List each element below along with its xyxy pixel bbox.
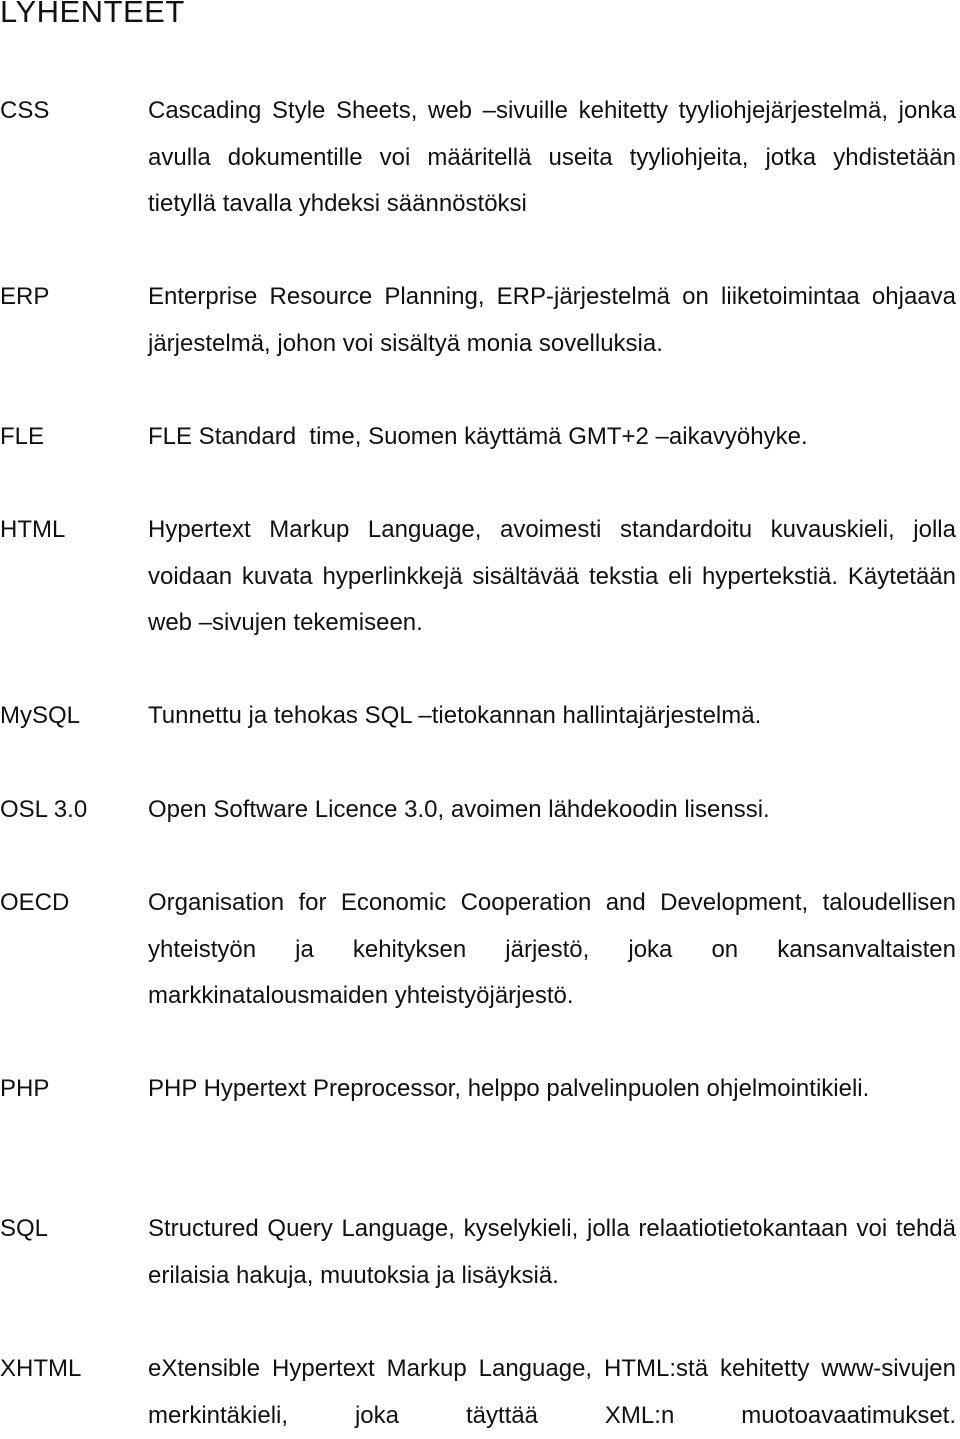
definition: Tunnettu ja tehokas SQL –tietokannan hallintajärjestelmä.: [148, 702, 762, 729]
definition: Structured Query Language, kyselykieli, jolla relaatiotietokantaan voi tehdä erilaisia hakuja, muutoksia ja lisäyksiä.: [148, 1215, 956, 1289]
term: OSL 3.0: [0, 796, 88, 823]
definition: eXtensible Hypertext Markup Language, HTML:stä kehitetty www-sivujen merkintäkieli, joka täyttää XML:n muotoavaatimukset.: [148, 1355, 956, 1429]
term: ERP: [0, 283, 50, 310]
term: HTML: [0, 516, 66, 543]
definition: Enterprise Resource Planning, ERP-järjestelmä on liiketoimintaa ohjaava järjestelmä, johon voi sisältyä monia sovelluksia.: [148, 283, 956, 357]
term: CSS: [0, 97, 50, 124]
definition: Cascading Style Sheets, web –sivuille kehitetty tyyliohjejärjestelmä, jonka avulla dokumentille voi määritellä useita tyyliohjeita, jotka yhdistetään tietyllä tavalla yhdeksi säännöstöksi: [148, 97, 956, 217]
definition: PHP Hypertext Preprocessor, helppo palvelinpuolen ohjelmointikieli.: [148, 1075, 870, 1102]
definition: FLE Standard time, Suomen käyttämä GMT+2 –aikavyöhyke.: [148, 423, 808, 450]
term: OECD: [0, 889, 70, 916]
definition: Open Software Licence 3.0, avoimen lähdekoodin lisenssi.: [148, 796, 770, 823]
term: XHTML: [0, 1355, 82, 1382]
term: MySQL: [0, 702, 81, 729]
term: FLE: [0, 423, 45, 450]
page-title: LYHENTEET: [0, 0, 185, 29]
definition: Hypertext Markup Language, avoimesti standardoitu kuvauskieli, jolla voidaan kuvata hyperlinkkejä sisältävää tekstia eli hypertekstiä. Käytetään web –sivujen tekemiseen.: [148, 516, 956, 636]
term: PHP: [0, 1075, 50, 1102]
definition: Organisation for Economic Cooperation and Development, taloudellisen yhteistyön ja kehityksen järjestö, joka on kansanvaltaisten markkinatalousmaiden yhteistyöjärjestö.: [148, 889, 956, 1009]
term: SQL: [0, 1215, 49, 1242]
